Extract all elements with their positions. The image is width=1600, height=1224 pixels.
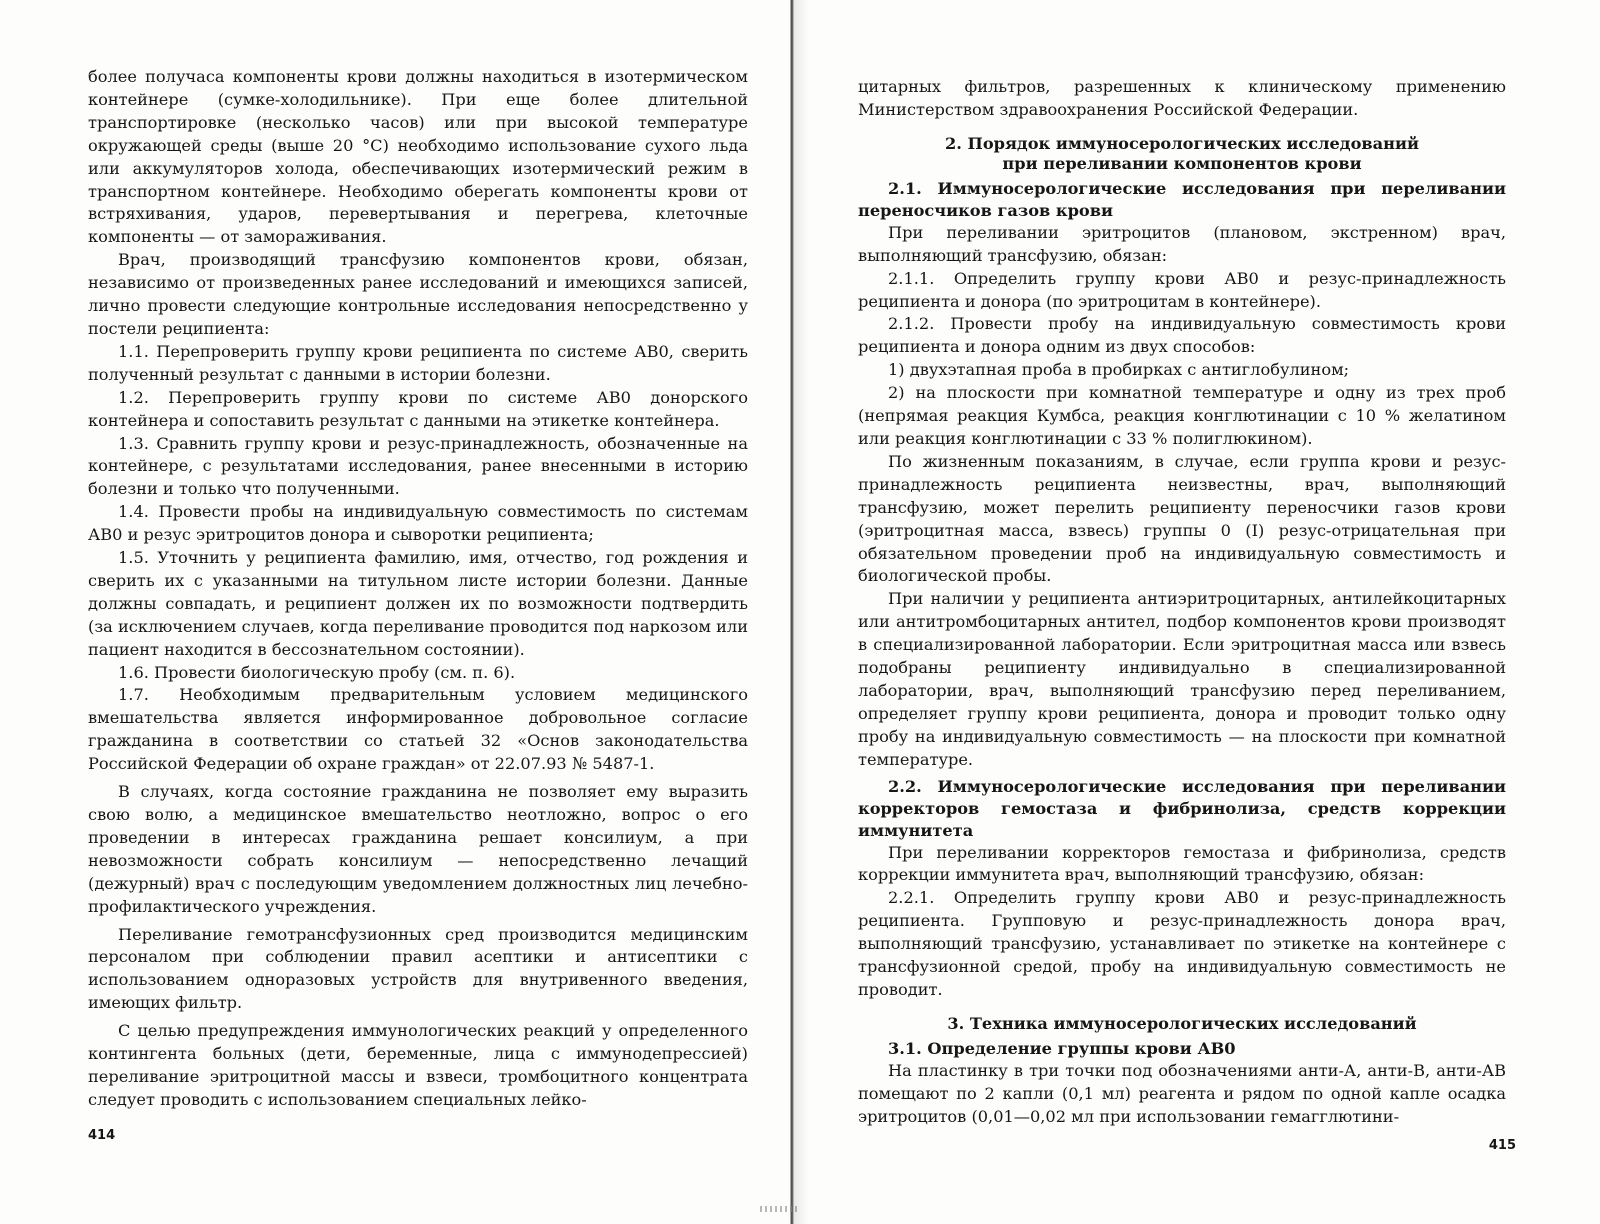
left-paragraph: более получаса компоненты крови должны находиться в изотермическом контейнере (сумке-холодильнике). При еще более длительной транспортировке (несколько часов) или при высокой температуре окружающей среды (выше 20 °С) необходимо использование сухого льда или аккумуляторов холода, обеспечивающих изотермический режим в транспортном контейнере. Необходимо оберегать компоненты крови от встряхивания, ударов, перевертывания и перегрева, клеточные компоненты — от замораживания. xyxy=(88,67,748,247)
left-paragraph: 1.2. Перепроверить группу крови по системе АВ0 донорского контейнера и сопоставить результат с данными на этикетке контейнера. xyxy=(88,387,748,430)
left-paragraph: В случаях, когда состояние гражданина не позволяет ему выразить свою волю, а медицинское вмешательство неотложно, вопрос о его проведении в интересах гражданина решает консилиум, а при невозможности собрать консилиум — непосредственно лечащий (дежурный) врач с последующим уведомлением должностных лиц лечебно-профилактического учреждения. xyxy=(88,782,748,916)
right-paragraph: 1) двухэтапная проба в пробирках с антиглобулином; xyxy=(888,360,1350,380)
subsection-heading: 2.1. Иммуносерологические исследования при переливании переносчиков газов крови xyxy=(858,178,1506,220)
left-paragraph: 1.5. Уточнить у реципиента фамилию, имя, отчество, год рождения и сверить их с указанными на титульном листе истории болезни. Данные должны совпадать, и реципиент должен их по возможности подтвердить (за исключением случаев, когда переливание проводится под наркозом или пациент находится в бессознательном состоянии). xyxy=(88,548,748,659)
left-paragraph: 1.3. Сравнить группу крови и резус-принадлежность, обозначенные на контейнере, с результатами исследования, ранее внесенными в историю болезни и только что полученными. xyxy=(88,433,748,499)
right-page-text xyxy=(858,76,1506,1129)
right-paragraph: 2.1.1. Определить группу крови АВ0 и резус-принадлежность реципиента и донора (по эритроцитам в контейнере). xyxy=(858,268,1506,311)
left-paragraph: 1.4. Провести пробы на индивидуальную совместимость по системам АВ0 и резус эритроцитов донора и сыворотки реципиента; xyxy=(88,502,748,545)
gutter-shadow xyxy=(794,0,808,1224)
right-paragraph: 2) на плоскости при комнатной температуре и одну из трех проб (непрямая реакция Кумбса, реакция конглютинации с 10 % желатином или реакция конглютинации с 33 % полиглюкином). xyxy=(858,383,1506,448)
left-page-text xyxy=(88,66,748,1112)
right-paragraph: 2.2.1. Определить группу крови АВ0 и резус-принадлежность реципиента. Групповую и резус-принадлежность донора врач, выполняющий трансфузию, устанавливает по этикетке на контейнере с трансфузионной средой, пробу на индивидуальную совместимость не проводит. xyxy=(858,888,1506,999)
scan-artifact xyxy=(760,1206,800,1212)
subsection-heading: 2.2. Иммуносерологические исследования при переливании корректоров гемостаза и фибринолиза, средств коррекции иммунитета xyxy=(858,776,1506,840)
left-paragraph: 1.6. Провести биологическую пробу (см. п. 6). xyxy=(118,662,516,682)
right-page-number: 415 xyxy=(1488,1138,1516,1153)
left-page-number: 414 xyxy=(88,1128,116,1143)
left-paragraph: Врач, производящий трансфузию компонентов крови, обязан, независимо от произведенных ранее исследований и имеющихся записей, лично провести следующие контрольные исследования непосредственно у постели реципиента: xyxy=(88,250,748,338)
right-paragraph: На пластинку в три точки под обозначениями анти-А, анти-В, анти-АВ помещают по 2 капли (0,1 мл) реагента и рядом по одной капле осадка эритроцитов (0,01—0,02 мл при использовании гемагглютини- xyxy=(858,1060,1506,1126)
right-paragraph: цитарных фильтров, разрешенных к клиническому применению Министерством здравоохранения Российской Федерации. xyxy=(858,77,1506,119)
right-paragraph: При переливании эритроцитов (плановом, экстренном) врач, выполняющий трансфузию, обязан: xyxy=(858,222,1506,265)
left-paragraph: 1.1. Перепроверить группу крови реципиента по системе АВ0, сверить полученный результат с данными в истории болезни. xyxy=(88,341,748,384)
subsection-heading: 3.1. Определение группы крови АВ0 xyxy=(888,1038,1236,1058)
left-paragraph: С целью предупреждения иммунологических реакций у определенного контингента больных (дети, беременные, лица с иммунодепрессией) переливание эритроцитной массы и взвеси, тромбоцитного концентрата следует проводить с использованием специальных лейко- xyxy=(88,1021,748,1109)
section-heading: 2. Порядок иммуносерологических исследований при переливании компонентов крови xyxy=(945,133,1419,173)
left-paragraph: Переливание гемотрансфузионных сред производится медицинским персоналом при соблюдении правил асептики и антисептики с использованием одноразовых устройств для внутривенного введения, имеющих фильтр. xyxy=(88,924,748,1013)
right-page xyxy=(808,0,1600,1224)
left-paragraph: 1.7. Необходимым предварительным условием медицинского вмешательства является информированное добровольное согласие гражданина в соответствии со статьей 32 «Основ законодательства Российской Федерации об охране граждан» от 22.07.93 № 5487-1. xyxy=(88,685,748,774)
section-heading: 3. Техника иммуносерологических исследований xyxy=(947,1013,1417,1033)
right-paragraph: 2.1.2. Провести пробу на индивидуальную совместимость крови реципиента и донора одним из двух способов: xyxy=(858,314,1506,357)
right-paragraph: По жизненным показаниям, в случае, если группа крови и резус-принадлежность реципиента неизвестны, врач, выполняющий трансфузию, может перелить реципиенту переносчики газов крови (эритроцитная масса, взвесь) группы 0 (I) резус-отрицательная при обязательном проведении проб на индивидуальную совместимость и биологической пробы. xyxy=(858,451,1506,586)
right-paragraph: При наличии у реципиента антиэритроцитарных, антилейкоцитарных или антитромбоцитарных антител, подбор компонентов крови производят в специализированной лаборатории. Если эритроцитная масса или взвесь подобраны реципиенту индивидуально в специализированной лаборатории, врач, выполняющий трансфузию перед переливанием, определяет группу крови реципиента, донора и проводит только одну пробу на индивидуальную совместимость — на плоскости при комнатной температуре. xyxy=(858,589,1506,769)
right-paragraph: При переливании корректоров гемостаза и фибринолиза, средств коррекции иммунитета врач, выполняющий трансфузию, обязан: xyxy=(858,842,1506,885)
